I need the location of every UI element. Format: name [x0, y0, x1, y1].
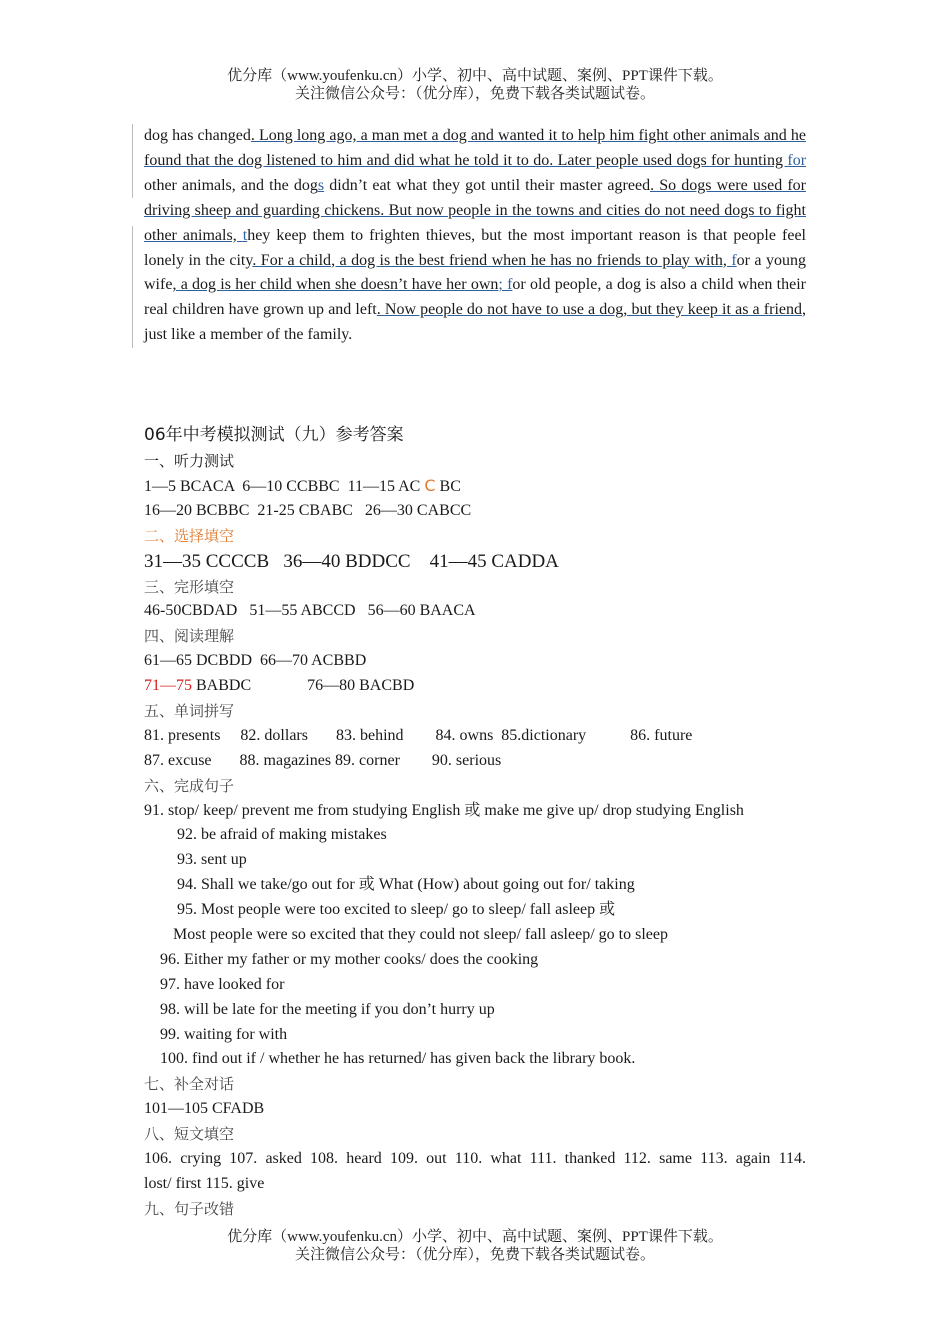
page-header [0, 67, 950, 103]
answer-line: 1—5 BCACA 6—10 CCBBC 11—15 AC C BC [144, 475, 461, 495]
reading-passage: dog has changed. Long long ago, a man met a dog and wanted it to help him fight other animals and he found that the dog listened to him and did what he told it to do. Later people used dogs for hunting for other animals, and the dogs didn’t eat what they got until their master agreed. So dogs were used for driving sheep and guarding chickens. But now people in the towns and cities do not need dogs to fight other animals, they keep them to frighten thieves, but the most important reason is that people feel lonely in the city. For a child, a dog is the best friend when he has no friends to play with, for a young wife, a dog is her child when she doesn’t have her own; for old people, a dog is also a child when their real children have grown up and left. Now people do not have to use a dog, but they keep it as a friend, just like a member of the family. [144, 127, 807, 344]
inserted-letter: s [317, 176, 325, 194]
answer-line: 46-50CBDAD 51—55 ABCCD 56—60 BAACA [144, 602, 476, 620]
answer-line: 106. crying 107. asked 108. heard 109. out 110. what 111. thanked 112. same 113. again 114. [144, 1150, 806, 1168]
section-heading: 六、完成句子 [144, 776, 235, 795]
answer-line: 61—65 DCBDD 66—70 ACBBD [144, 652, 367, 670]
answer-line: 31—35 CCCCB 36—40 BDDCC 41—45 CADDA [144, 550, 559, 572]
section-heading: 三、完形填空 [144, 577, 235, 596]
inserted-letter: t [242, 226, 248, 244]
section-heading: 二、选择填空 [144, 526, 235, 545]
inserted-word: for [787, 151, 807, 169]
section-heading: 一、听力测试 [144, 452, 235, 470]
revision-bar [132, 226, 133, 348]
inserted-punctuation: ; f [498, 276, 513, 294]
answer-line: 99. waiting for with [160, 1025, 288, 1043]
answer-line: 98. will be late for the meeting if you don’t hurry up [160, 1000, 495, 1018]
answer-line: 93. sent up [177, 851, 247, 869]
footer-line-2: 关注微信公众号：（优分库），免费下载各类试题试卷。 [294, 1247, 655, 1263]
answer-line: 95. Most people were too excited to sleep/ go to sleep/ fall asleep 或 [177, 901, 616, 919]
answer-line: 100. find out if / whether he has returned/ has given back the library book. [160, 1050, 636, 1068]
answer-line: 91. stop/ keep/ prevent me from studying English 或 make me give up/ drop studying English [144, 801, 744, 819]
section-heading: 五、单词拼写 [144, 702, 235, 721]
revision-bar [132, 124, 133, 198]
inserted-letter: f [731, 251, 737, 269]
answer-line: 96. Either my father or my mother cooks/ does the cooking [160, 950, 539, 968]
answer-line: 97. have looked for [160, 975, 285, 993]
section-heading: 九、句子改错 [144, 1199, 235, 1218]
answer-line: 16—20 BCBBC 21-25 CBABC 26—30 CABCC [144, 501, 472, 519]
answer-line: 94. Shall we take/go out for 或 What (How) about going out for/ taking [177, 876, 635, 894]
answer-line: 87. excuse 88. magazines 89. corner 90. serious [144, 751, 502, 769]
page-footer [0, 1228, 950, 1264]
header-line-2: 关注微信公众号：（优分库），免费下载各类试题试卷。 [294, 86, 655, 102]
answer-key [144, 421, 806, 1222]
answer-line: 81. presents 82. dollars 83. behind 84. owns 85.dictionary 86. future [144, 726, 693, 744]
section-heading: 七、补全对话 [144, 1075, 235, 1094]
section-heading: 八、短文填空 [144, 1125, 235, 1144]
header-line-1: 优分库（www.youfenku.cn）小学、初中、高中试题、案例、PPT课件下载。 [227, 68, 723, 84]
answer-line: 71—75 BABDC 76—80 BACBD [144, 677, 415, 695]
answer-line: Most people were so excited that they could not sleep/ fall asleep/ go to sleep [173, 926, 668, 944]
footer-line-1: 优分库（www.youfenku.cn）小学、初中、高中试题、案例、PPT课件下载。 [227, 1229, 723, 1245]
section-heading: 四、阅读理解 [144, 627, 235, 646]
answer-line: 101—105 CFADB [144, 1100, 265, 1118]
answer-title: 06年中考模拟测试（九）参考答案 [144, 425, 404, 445]
answer-line: 92. be afraid of making mistakes [177, 826, 387, 844]
answer-line: lost/ first 115. give [144, 1174, 265, 1192]
